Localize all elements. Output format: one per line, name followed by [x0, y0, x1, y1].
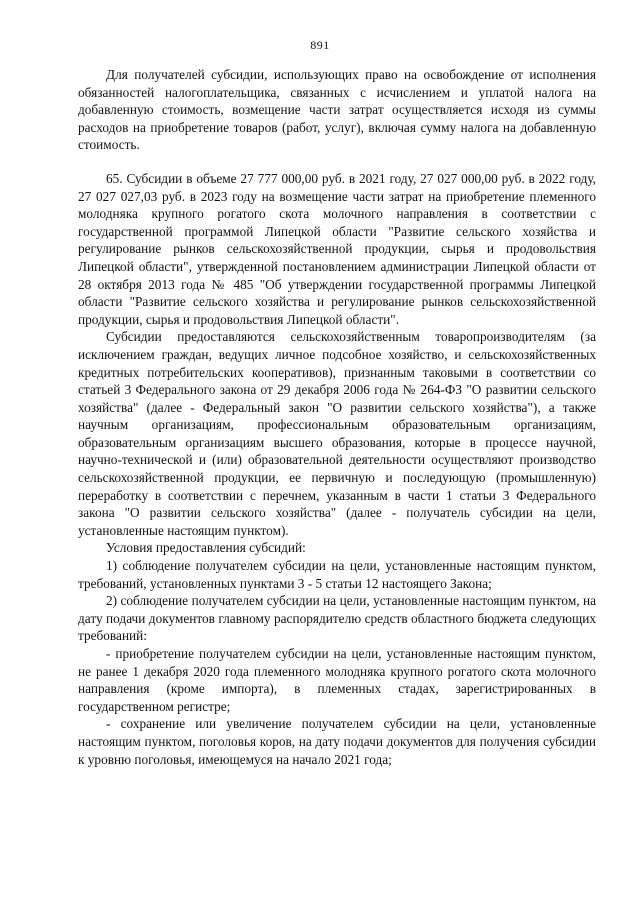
paragraph-requirement-purchase: - приобретение получателем субсидии на цели, установленные настоящим пунктом, не ранее 1 декабря 2020 года племенного молодняка крупного рогатого скота молочного направления (кроме импорта), в племенных стадах, зарегистрированных в государственном регистре; — [78, 646, 596, 714]
paragraph-condition-1: 1) соблюдение получателем субсидии на цели, установленные настоящим пунктом, требований, установленных пунктами 3 - 5 статьи 12 настоящего Закона; — [78, 558, 596, 591]
paragraph-recipients: Субсидии предоставляются сельскохозяйственным товаропроизводителям (за исключением граждан, ведущих личное подсобное хозяйство, и сельскохозяйственных кредитных потребительских кооперативов), признанным таковыми в соответствии со статьей 3 Федерального закона от 29 декабря 2006 года № 264-ФЗ "О развитии сельского хозяйства" (далее - Федеральный закон "О развитии сельского хозяйства"), а также научным организациям, профессиональным образовательным организациям, образовательным организациям высшего образования, которые в процессе научной, научно-технической и (или) образовательной деятельности осуществляют производство сельскохозяйственной продукции, ее первичную и последующую (промышленную) переработку в соответствии с перечнем, указанным в части 1 статьи 3 Федерального закона "О развитии сельского хозяйства" (далее - получатель субсидии на цели, установленные настоящим пунктом). — [78, 329, 596, 538]
paragraph-item-65: 65. Субсидии в объеме 27 777 000,00 руб. в 2021 году, 27 027 000,00 руб. в 2022 году, 27 027 027,03 руб. в 2023 году на возмещение части затрат на приобретение племенного молодняка крупного рогатого скота молочного направления в соответствии с государственной программой Липецкой области "Развитие сельского хозяйства и регулирование рынков сельскохозяйственной продукции, сырья и продовольствия Липецкой области", утвержденной постановлением администрации Липецкой области от 28 октября 2013 года № 485 "Об утверждении государственной программы Липецкой области "Развитие сельского хозяйства и регулирование рынков сельскохозяйственной продукции, сырья и продовольствия Липецкой области". — [78, 170, 596, 327]
page-number: 891 — [310, 38, 330, 52]
document-body — [78, 66, 596, 768]
paragraph-requirement-livestock: - сохранение или увеличение получателем субсидии на цели, установленные настоящим пунктом, поголовья коров, на дату подачи документов для получения субсидии к уровню поголовья, имеющемуся на начало 2021 года; — [78, 716, 596, 767]
paragraph-vat-exemption: Для получателей субсидии, использующих право на освобождение от исполнения обязанностей налогоплательщика, связанных с исчислением и уплатой налога на добавленную стоимость, возмещение части затрат осуществляется исходя из суммы расходов на приобретение товаров (работ, услуг), включая сумму налога на добавленную стоимость. — [78, 67, 596, 153]
paragraph-condition-2: 2) соблюдение получателем субсидии на цели, установленные настоящим пунктом, на дату подачи документов главному распорядителю средств областного бюджета следующих требований: — [78, 593, 596, 644]
paragraph-conditions-heading: Условия предоставления субсидий: — [106, 540, 306, 556]
